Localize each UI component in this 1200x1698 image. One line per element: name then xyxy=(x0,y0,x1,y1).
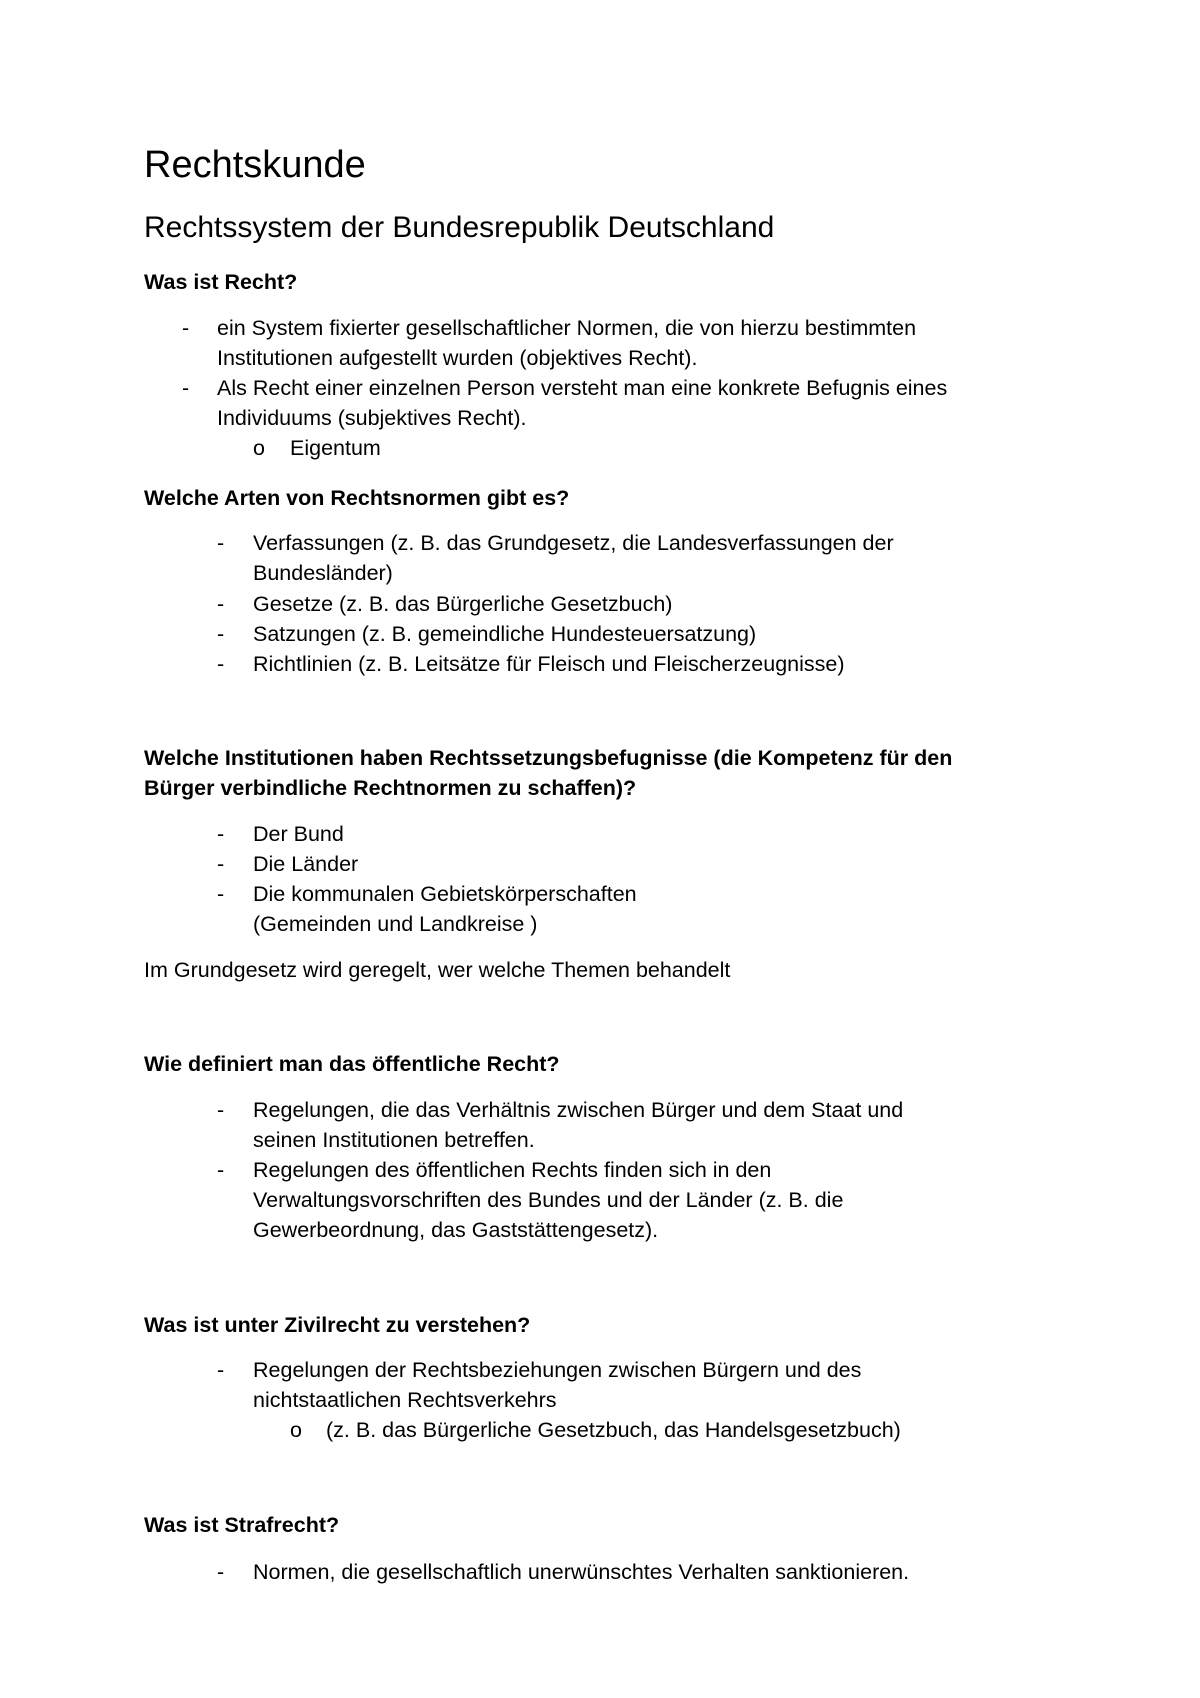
list-item-text: Die Länder xyxy=(253,852,359,876)
section-heading-arten-von-rechtsnormen: Welche Arten von Rechtsnormen gibt es? xyxy=(144,486,570,510)
list-item-text-continued: Individuums (subjektives Recht). xyxy=(217,406,527,430)
list-bullet-dash: - xyxy=(217,622,225,646)
list-bullet-dash: - xyxy=(217,1098,225,1122)
list-item-text-continued: Bundesländer) xyxy=(253,561,393,585)
list-item-text: Die kommunalen Gebietskörperschaften xyxy=(253,882,637,906)
list-item-text: Regelungen des öffentlichen Rechts finden sich in den xyxy=(253,1158,772,1182)
list-item-text-continued: Institutionen aufgestellt wurden (objektives Recht). xyxy=(217,346,698,370)
section-heading-zivilrecht: Was ist unter Zivilrecht zu verstehen? xyxy=(144,1313,531,1337)
list-item-text: Normen, die gesellschaftlich unerwünschtes Verhalten sanktionieren. xyxy=(253,1560,910,1584)
list-item-text: Regelungen der Rechtsbeziehungen zwischen Bürgern und des xyxy=(253,1358,862,1382)
list-item-text-continued: seinen Institutionen betreffen. xyxy=(253,1128,535,1152)
list-bullet-dash: - xyxy=(217,531,225,555)
list-bullet-dash: - xyxy=(217,1158,225,1182)
list-bullet-circle: o xyxy=(290,1418,302,1442)
list-item-text: Gesetze (z. B. das Bürgerliche Gesetzbuch) xyxy=(253,592,673,616)
paragraph-note: Im Grundgesetz wird geregelt, wer welche Themen behandelt xyxy=(144,958,731,982)
list-bullet-dash: - xyxy=(182,316,190,340)
document-subtitle: Rechtssystem der Bundesrepublik Deutschland xyxy=(144,211,775,244)
list-item-text-continued: Gewerbeordnung, das Gaststättengesetz). xyxy=(253,1218,659,1242)
list-bullet-circle: o xyxy=(253,436,265,460)
list-item-text: Regelungen, die das Verhältnis zwischen Bürger und dem Staat und xyxy=(253,1098,904,1122)
section-heading-was-ist-recht: Was ist Recht? xyxy=(144,270,298,294)
section-heading-strafrecht: Was ist Strafrecht? xyxy=(144,1513,340,1537)
list-bullet-dash: - xyxy=(182,376,190,400)
list-bullet-dash: - xyxy=(217,1560,225,1584)
section-heading-institutionen-line-1: Welche Institutionen haben Rechtssetzungsbefugnisse (die Kompetenz für den xyxy=(144,746,953,770)
section-heading-oeffentliches-recht: Wie definiert man das öffentliche Recht? xyxy=(144,1052,560,1076)
list-item-text-continued: (Gemeinden und Landkreise ) xyxy=(253,912,538,936)
list-item-text-continued: Verwaltungsvorschriften des Bundes und der Länder (z. B. die xyxy=(253,1188,844,1212)
list-item-text: Richtlinien (z. B. Leitsätze für Fleisch und Fleischerzeugnisse) xyxy=(253,652,845,676)
list-item-text: Der Bund xyxy=(253,822,344,846)
list-bullet-dash: - xyxy=(217,652,225,676)
list-bullet-dash: - xyxy=(217,852,225,876)
list-item-text: Satzungen (z. B. gemeindliche Hundesteuersatzung) xyxy=(253,622,757,646)
section-heading-institutionen-line-2: Bürger verbindliche Rechtnormen zu schaffen)? xyxy=(144,776,637,800)
list-item-text: ein System fixierter gesellschaftlicher Normen, die von hierzu bestimmten xyxy=(217,316,917,340)
list-item-text: Als Recht einer einzelnen Person versteht man eine konkrete Befugnis eines xyxy=(217,376,948,400)
sub-list-item-text: Eigentum xyxy=(290,436,381,460)
list-item-text: Verfassungen (z. B. das Grundgesetz, die Landesverfassungen der xyxy=(253,531,894,555)
list-bullet-dash: - xyxy=(217,882,225,906)
document-title: Rechtskunde xyxy=(144,144,366,186)
list-item-text-continued: nichtstaatlichen Rechtsverkehrs xyxy=(253,1388,557,1412)
list-bullet-dash: - xyxy=(217,822,225,846)
sub-list-item-text: (z. B. das Bürgerliche Gesetzbuch, das Handelsgesetzbuch) xyxy=(326,1418,901,1442)
list-bullet-dash: - xyxy=(217,1358,225,1382)
list-bullet-dash: - xyxy=(217,592,225,616)
